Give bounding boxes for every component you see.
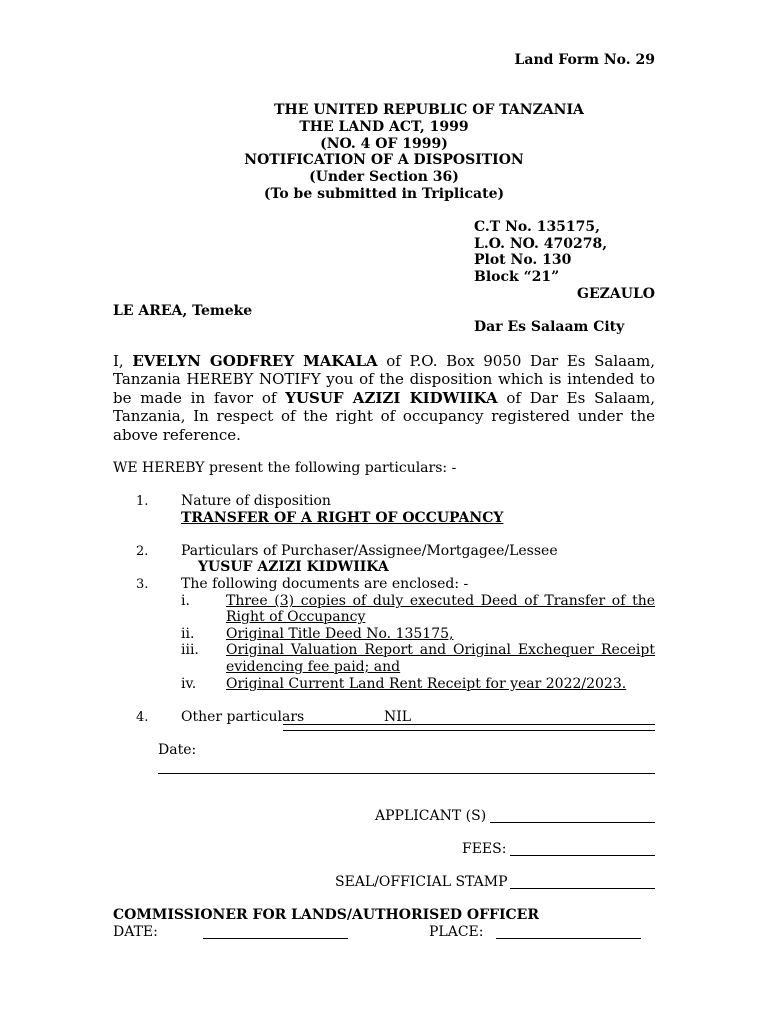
item-1-value: TRANSFER OF A RIGHT OF OCCUPANCY — [181, 510, 504, 526]
item-3-label: The following documents are enclosed: - — [181, 576, 469, 592]
doc-2-line-1: Original Title Deed No. 135175, — [226, 626, 454, 642]
applicant-label: APPLICANT (S) — [375, 808, 487, 824]
applicant-name: EVELYN GODFREY MAKALA — [132, 352, 378, 370]
heading-act-number: (NO. 4 OF 1999) — [320, 136, 448, 152]
item-4-value: NIL — [384, 709, 412, 725]
doc-3-line-1: Original Valuation Report and Original Exchequer Receipt — [226, 642, 655, 658]
heading-section: (Under Section 36) — [309, 169, 459, 185]
doc-1-number: i. — [181, 593, 190, 609]
item-3-number: 3. — [136, 577, 149, 592]
notice-text-3: of Dar Es Salaam, Tanzania, In respect of the right of occupancy registered under the above reference. — [113, 388, 655, 444]
seal-label: SEAL/OFFICIAL STAMP — [335, 874, 508, 890]
item-4-number: 4. — [136, 710, 149, 725]
other-particulars-line-1 — [283, 724, 655, 725]
doc-4-number: iv. — [181, 676, 197, 692]
doc-2-number: ii. — [181, 626, 195, 642]
heading-notification: NOTIFICATION OF A DISPOSITION — [244, 152, 524, 168]
item-2-number: 2. — [136, 544, 149, 559]
applicant-signature-line — [490, 822, 655, 823]
city-name: Dar Es Salaam City — [474, 319, 625, 335]
ct-number: C.T No. 135175, — [474, 219, 601, 235]
item-1-number: 1. — [136, 494, 149, 509]
area-name-part2: LE AREA, Temeke — [113, 303, 253, 319]
block-number: Block “21” — [474, 269, 560, 285]
item-4-label: Other particulars — [181, 709, 305, 725]
heading-republic: THE UNITED REPUBLIC OF TANZANIA — [274, 102, 584, 118]
doc-4-line-1: Original Current Land Rent Receipt for year 2022/2023. — [226, 676, 627, 692]
item-2-label: Particulars of Purchaser/Assignee/Mortgagee/Lessee — [181, 543, 558, 559]
seal-line — [510, 888, 655, 889]
particulars-intro: WE HEREBY present the following particulars: - — [113, 460, 457, 476]
heading-triplicate: (To be submitted in Triplicate) — [263, 186, 505, 202]
fees-label: FEES: — [462, 841, 507, 857]
plot-number: Plot No. 130 — [474, 252, 572, 268]
date-label: Date: — [158, 742, 197, 758]
doc-3-number: iii. — [181, 642, 199, 658]
notice-paragraph — [113, 352, 655, 444]
doc-3-line-2: evidencing fee paid; and — [226, 659, 401, 675]
item-1-label: Nature of disposition — [181, 493, 331, 509]
commissioner-title: COMMISSIONER FOR LANDS/AUTHORISED OFFICER — [113, 907, 539, 923]
item-2-value: YUSUF AZIZI KIDWIIKA — [198, 559, 389, 575]
other-particulars-line-2 — [283, 730, 655, 731]
doc-1-line-2: Right of Occupancy — [226, 609, 366, 625]
commissioner-place-line — [496, 938, 641, 939]
area-name-part1: GEZAULO — [577, 286, 655, 302]
commissioner-place-label: PLACE: — [429, 924, 484, 940]
doc-1-line-1: Three (3) copies of duly executed Deed of Transfer of the — [226, 593, 655, 609]
notice-text-2: of P.O. Box 9050 Dar Es Salaam, Tanzania HEREBY NOTIFY you of the disposition which is intended to be made in favor of — [113, 352, 655, 407]
beneficiary-name: YUSUF AZIZI KIDWIIKA — [285, 388, 498, 407]
date-line — [158, 773, 655, 774]
lo-number: L.O. NO. 470278, — [474, 236, 608, 252]
notice-text-1: I, — [113, 352, 133, 370]
fees-line — [510, 855, 655, 856]
commissioner-date-line — [203, 938, 348, 939]
heading-act: THE LAND ACT, 1999 — [299, 119, 469, 135]
commissioner-date-label: DATE: — [113, 924, 158, 940]
form-number: Land Form No. 29 — [514, 52, 655, 68]
